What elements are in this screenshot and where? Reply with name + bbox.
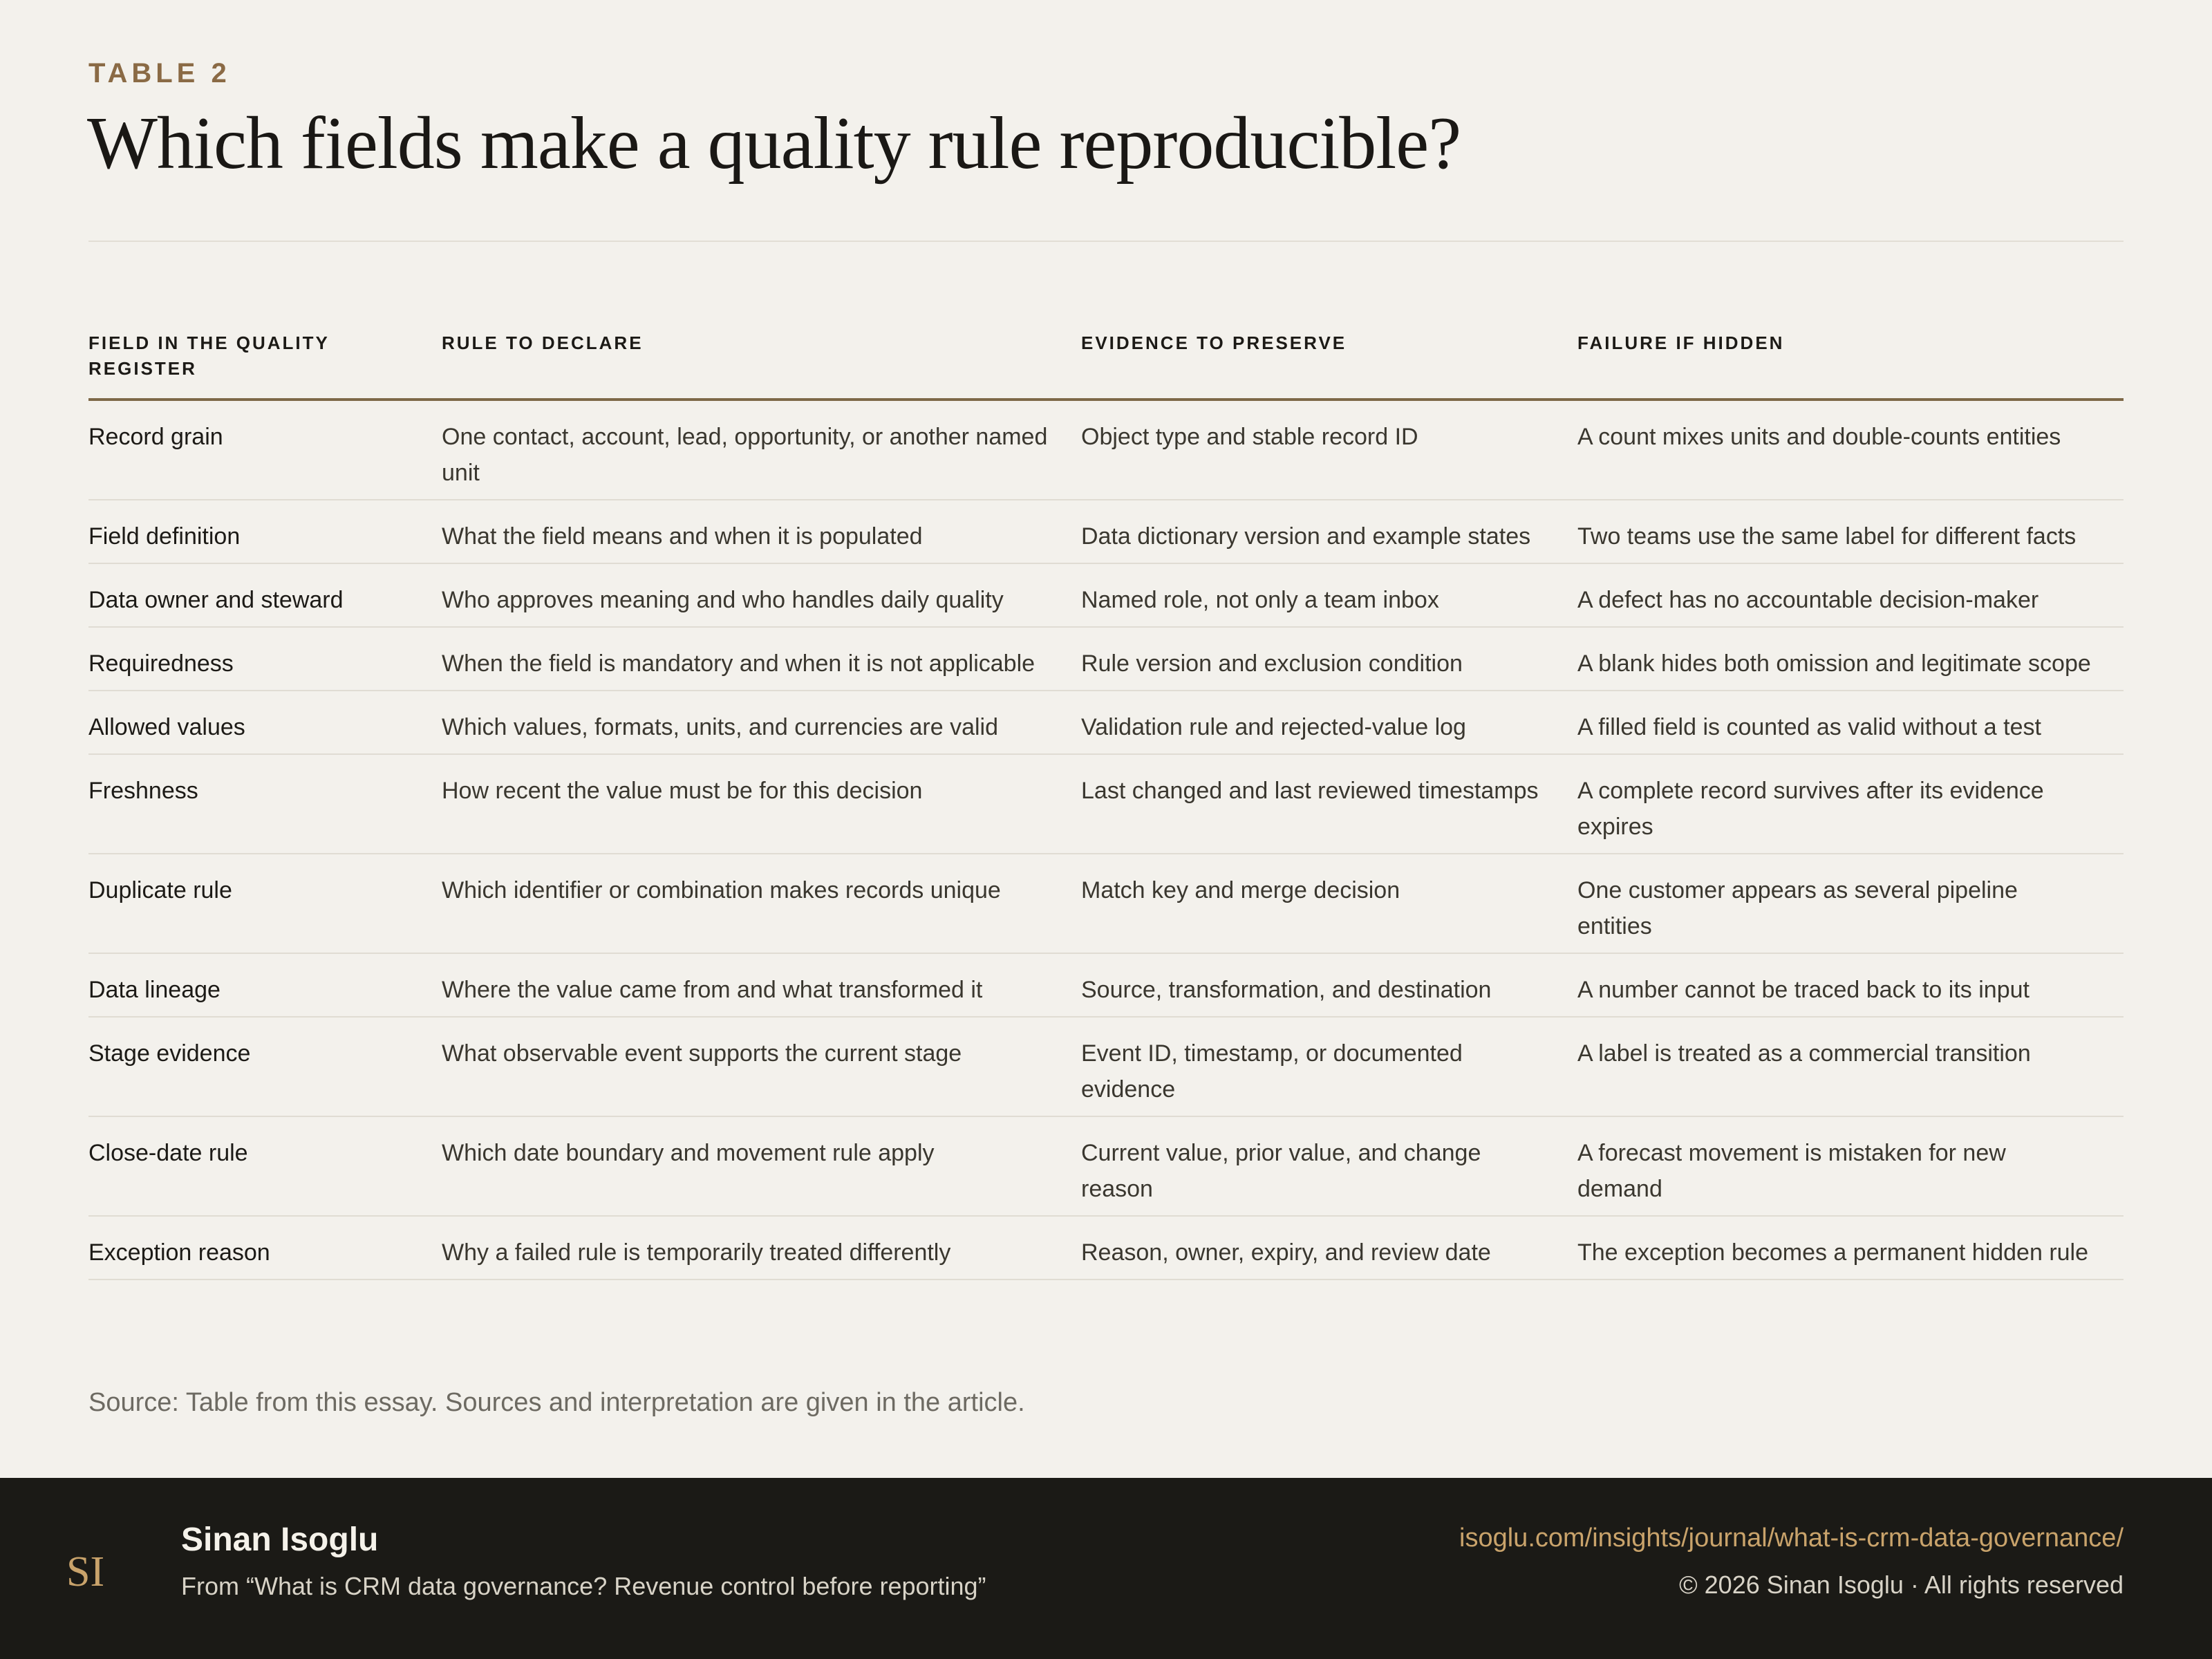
divider [88, 241, 2124, 242]
cell-evidence: Data dictionary version and example states [1081, 500, 1577, 563]
cell-failure: One customer appears as several pipeline entities [1577, 854, 2124, 953]
cell-evidence: Object type and stable record ID [1081, 400, 1577, 500]
cell-field: Data lineage [88, 953, 442, 1017]
table-row [88, 754, 2124, 854]
table-row [88, 854, 2124, 953]
column-header-evidence: EVIDENCE TO PRESERVE [1081, 330, 1577, 400]
cell-field: Field definition [88, 500, 442, 563]
cell-failure: A filled field is counted as valid without a test [1577, 691, 2124, 754]
cell-evidence: Rule version and exclusion condition [1081, 627, 1577, 691]
cell-rule: Where the value came from and what transformed it [442, 953, 1081, 1017]
cell-field: Exception reason [88, 1216, 442, 1280]
cell-rule: What the field means and when it is populated [442, 500, 1081, 563]
column-header-field: FIELD IN THE QUALITY REGISTER [88, 330, 442, 400]
cell-evidence: Source, transformation, and destination [1081, 953, 1577, 1017]
cell-evidence: Named role, not only a team inbox [1081, 563, 1577, 627]
table-row [88, 400, 2124, 500]
table-row [88, 563, 2124, 627]
cell-failure: The exception becomes a permanent hidden rule [1577, 1216, 2124, 1280]
cell-rule: How recent the value must be for this decision [442, 754, 1081, 854]
cell-field: Stage evidence [88, 1017, 442, 1116]
cell-failure: A defect has no accountable decision-maker [1577, 563, 2124, 627]
cell-rule: Which date boundary and movement rule apply [442, 1116, 1081, 1216]
cell-field: Requiredness [88, 627, 442, 691]
cell-rule: What observable event supports the current stage [442, 1017, 1081, 1116]
table-number-label: TABLE 2 [88, 58, 231, 88]
column-header-rule: RULE TO DECLARE [442, 330, 1081, 400]
cell-field: Close-date rule [88, 1116, 442, 1216]
cell-rule: When the field is mandatory and when it is not applicable [442, 627, 1081, 691]
monogram-logo [64, 1543, 119, 1598]
cell-field: Data owner and steward [88, 563, 442, 627]
table-row [88, 1116, 2124, 1216]
source-note: Source: Table from this essay. Sources and interpretation are given in the article. [88, 1388, 1025, 1417]
table-body [88, 400, 2124, 1280]
table-row [88, 500, 2124, 563]
cell-failure: A forecast movement is mistaken for new demand [1577, 1116, 2124, 1216]
table-row [88, 691, 2124, 754]
cell-field: Record grain [88, 400, 442, 500]
cell-rule: Which values, formats, units, and currencies are valid [442, 691, 1081, 754]
cell-failure: Two teams use the same label for different facts [1577, 500, 2124, 563]
cell-field: Duplicate rule [88, 854, 442, 953]
cell-rule: Who approves meaning and who handles daily quality [442, 563, 1081, 627]
cell-failure: A number cannot be traced back to its input [1577, 953, 2124, 1017]
cell-failure: A count mixes units and double-counts entities [1577, 400, 2124, 500]
cell-rule: One contact, account, lead, opportunity, or another named unit [442, 400, 1081, 500]
cell-evidence: Validation rule and rejected-value log [1081, 691, 1577, 754]
cell-evidence: Last changed and last reviewed timestamps [1081, 754, 1577, 854]
article-url-link[interactable]: isoglu.com/insights/journal/what-is-crm-data-governance/ [1459, 1524, 2124, 1553]
cell-failure: A complete record survives after its evidence expires [1577, 754, 2124, 854]
cell-rule: Why a failed rule is temporarily treated differently [442, 1216, 1081, 1280]
footer [0, 1478, 2212, 1659]
table-row [88, 953, 2124, 1017]
cell-evidence: Current value, prior value, and change reason [1081, 1116, 1577, 1216]
cell-failure: A blank hides both omission and legitimate scope [1577, 627, 2124, 691]
cell-evidence: Reason, owner, expiry, and review date [1081, 1216, 1577, 1280]
quality-register-table [88, 330, 2124, 1280]
article-reference: From “What is CRM data governance? Revenue control before reporting” [181, 1572, 986, 1600]
page-title: Which fields make a quality rule reproducible? [87, 102, 1461, 185]
cell-evidence: Match key and merge decision [1081, 854, 1577, 953]
cell-failure: A label is treated as a commercial transition [1577, 1017, 2124, 1116]
cell-field: Allowed values [88, 691, 442, 754]
cell-rule: Which identifier or combination makes records unique [442, 854, 1081, 953]
copyright-notice: © 2026 Sinan Isoglu · All rights reserved [1679, 1571, 2124, 1599]
column-header-failure: FAILURE IF HIDDEN [1577, 330, 2124, 400]
table-header-row [88, 330, 2124, 400]
cell-evidence: Event ID, timestamp, or documented evidence [1081, 1017, 1577, 1116]
table-row [88, 627, 2124, 691]
table-row [88, 1017, 2124, 1116]
author-name: Sinan Isoglu [181, 1521, 379, 1558]
table-row [88, 1216, 2124, 1280]
cell-field: Freshness [88, 754, 442, 854]
logo-letter-s: SI [66, 1548, 105, 1595]
